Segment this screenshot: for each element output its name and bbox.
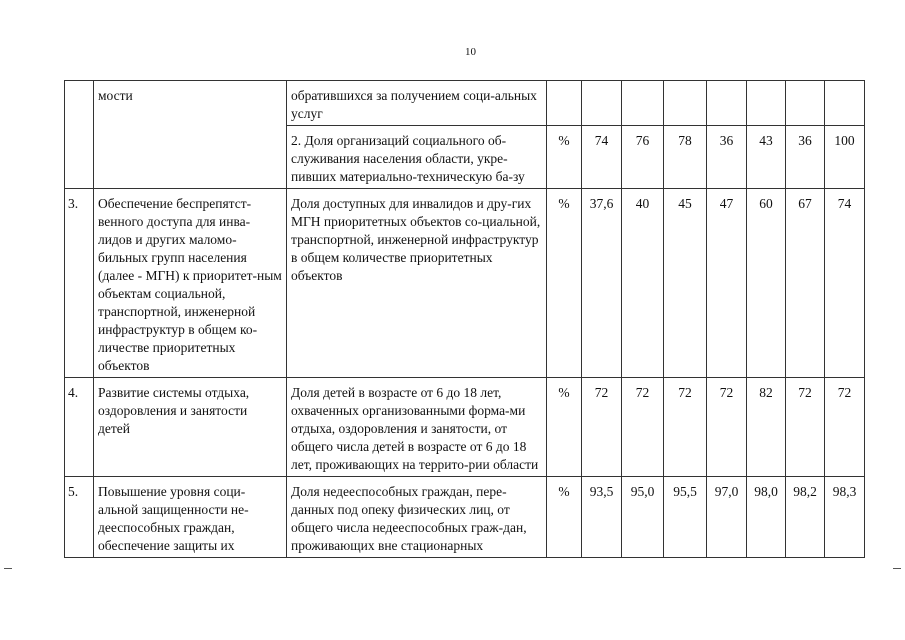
value-cell: 97,0 bbox=[707, 477, 747, 558]
value-cell: 82 bbox=[747, 378, 786, 477]
table-row bbox=[65, 81, 865, 126]
value-cell: 72 bbox=[664, 378, 707, 477]
value-cell: 60 bbox=[747, 189, 786, 378]
value-cell: 72 bbox=[707, 378, 747, 477]
unit-cell: % bbox=[547, 189, 582, 378]
left-edge-mark bbox=[4, 568, 12, 569]
indicators-table bbox=[64, 80, 865, 558]
value-cell: 72 bbox=[825, 378, 865, 477]
table-row bbox=[65, 477, 865, 558]
task-cell: Развитие системы отдыха, оздоровления и занятости детей bbox=[94, 378, 287, 477]
task-cell: мости bbox=[94, 81, 287, 189]
table-row bbox=[65, 189, 865, 378]
value-cell: 72 bbox=[786, 378, 825, 477]
value-cell bbox=[622, 81, 664, 126]
row-number-cell: 4. bbox=[65, 378, 94, 477]
value-cell: 37,6 bbox=[582, 189, 622, 378]
task-cell: Обеспечение беспрепятст-венного доступа для инва-лидов и других маломо-бильных групп населения (далее - МГН) к приоритет-ным объектам социальной, транспортной, инженерной инфраструктур в общем ко-личестве приоритетных объектов bbox=[94, 189, 287, 378]
value-cell: 78 bbox=[664, 126, 707, 189]
right-edge-mark bbox=[893, 568, 901, 569]
row-number-cell: 5. bbox=[65, 477, 94, 558]
value-cell bbox=[707, 81, 747, 126]
value-cell: 74 bbox=[582, 126, 622, 189]
value-cell bbox=[747, 81, 786, 126]
value-cell: 40 bbox=[622, 189, 664, 378]
value-cell: 47 bbox=[707, 189, 747, 378]
value-cell bbox=[825, 81, 865, 126]
value-cell: 43 bbox=[747, 126, 786, 189]
value-cell: 93,5 bbox=[582, 477, 622, 558]
value-cell bbox=[664, 81, 707, 126]
value-cell: 36 bbox=[707, 126, 747, 189]
value-cell: 45 bbox=[664, 189, 707, 378]
table-row bbox=[65, 378, 865, 477]
value-cell: 95,5 bbox=[664, 477, 707, 558]
value-cell: 76 bbox=[622, 126, 664, 189]
value-cell bbox=[786, 81, 825, 126]
value-cell: 98,3 bbox=[825, 477, 865, 558]
value-cell: 95,0 bbox=[622, 477, 664, 558]
indicator-cell: Доля детей в возрасте от 6 до 18 лет, охваченных организованными форма-ми отдыха, оздоровления и занятости, от общего числа детей в возрасте от 6 до 18 лет, проживающих на террито-рии области bbox=[287, 378, 547, 477]
value-cell: 72 bbox=[622, 378, 664, 477]
unit-cell: % bbox=[547, 477, 582, 558]
value-cell: 74 bbox=[825, 189, 865, 378]
row-number-cell: 3. bbox=[65, 189, 94, 378]
indicator-cell: Доля недееспособных граждан, пере-данных под опеку физических лиц, от общего числа недееспособных граж-дан, проживающих вне стационарных bbox=[287, 477, 547, 558]
value-cell: 36 bbox=[786, 126, 825, 189]
value-cell: 98,0 bbox=[747, 477, 786, 558]
unit-cell: % bbox=[547, 378, 582, 477]
unit-cell bbox=[547, 81, 582, 126]
value-cell: 72 bbox=[582, 378, 622, 477]
indicator-cell: 2. Доля организаций социального об-служивания населения области, укре-пивших материально-техническую ба-зу bbox=[287, 126, 547, 189]
value-cell: 67 bbox=[786, 189, 825, 378]
unit-cell: % bbox=[547, 126, 582, 189]
indicator-cell: обратившихся за получением соци-альных услуг bbox=[287, 81, 547, 126]
row-number-cell bbox=[65, 81, 94, 189]
value-cell: 100 bbox=[825, 126, 865, 189]
page-number: 10 bbox=[465, 46, 476, 58]
task-cell: Повышение уровня соци-альной защищенности не-дееспособных граждан, обеспечение защиты их bbox=[94, 477, 287, 558]
value-cell: 98,2 bbox=[786, 477, 825, 558]
value-cell bbox=[582, 81, 622, 126]
indicator-cell: Доля доступных для инвалидов и дру-гих МГН приоритетных объектов со-циальной, транспортной, инженерной инфраструктур в общем количестве приоритетных объектов bbox=[287, 189, 547, 378]
